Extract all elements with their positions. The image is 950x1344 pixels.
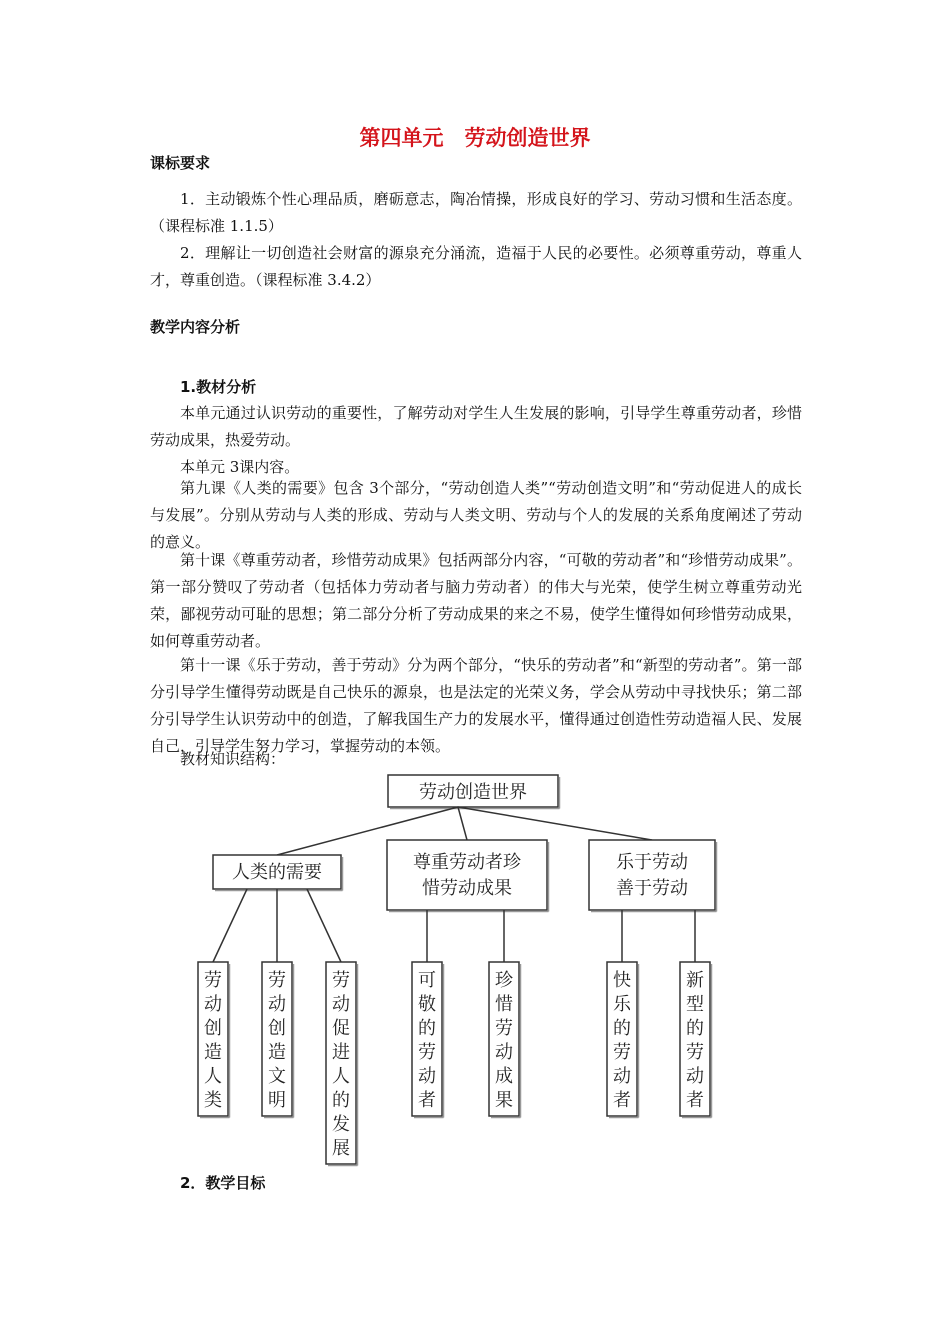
- requirement-item-2: 2．理解让一切创造社会财富的源泉充分涌流，造福于人民的必要性。必须尊重劳动，尊重人才，尊重创造。（课程标准 3.4.2）: [150, 244, 802, 289]
- diagram-leaf-char: 新: [686, 970, 704, 991]
- diagram-leaf-char: 果: [495, 1090, 513, 1111]
- diagram-leaf-char: 惜: [495, 994, 513, 1015]
- connector-line: [458, 807, 652, 840]
- paragraph-count: 本单元 3课内容。: [180, 458, 300, 476]
- diagram-leaf-char: 动: [613, 1066, 631, 1087]
- connector-line: [213, 889, 247, 962]
- diagram-branch-box: [589, 840, 715, 910]
- diagram-leaf-char: 敬: [418, 994, 436, 1015]
- connector-line: [307, 889, 341, 962]
- diagram-leaf-char: 进: [332, 1042, 350, 1063]
- diagram-leaf-char: 型: [686, 994, 704, 1015]
- diagram-leaf-char: 促: [332, 1018, 350, 1039]
- diagram-leaf-char: 文: [268, 1066, 286, 1087]
- diagram-leaf-char: 劳: [332, 970, 350, 991]
- diagram-leaf-char: 珍: [495, 970, 513, 991]
- requirements-heading: 课标要求: [150, 154, 211, 172]
- diagram-leaf-char: 动: [332, 994, 350, 1015]
- diagram-leaf-char: 创: [268, 1018, 286, 1039]
- diagram-branch-label: 乐于劳动: [616, 852, 688, 873]
- diagram-leaf-char: 者: [686, 1090, 704, 1111]
- diagram-leaf-char: 动: [495, 1042, 513, 1063]
- diagram-leaf-char: 动: [418, 1066, 436, 1087]
- diagram-leaf-char: 劳: [418, 1042, 436, 1063]
- diagram-leaf-char: 的: [418, 1018, 436, 1039]
- requirement-item-1: 1．主动锻炼个性心理品质，磨砺意志，陶冶情操，形成良好的学习、劳动习惯和生活态度。（课程标准 1.1.5）: [150, 190, 802, 235]
- diagram-leaf-char: 创: [204, 1018, 222, 1039]
- diagram-leaf-char: 者: [613, 1090, 631, 1111]
- diagram-leaf-char: 动: [686, 1066, 704, 1087]
- diagram-leaf-char: 动: [204, 994, 222, 1015]
- diagram-leaf-char: 造: [204, 1042, 222, 1063]
- diagram-branch-label: 尊重劳动者珍: [413, 852, 521, 873]
- diagram-branch-label: 惜劳动成果: [422, 878, 512, 899]
- diagram-leaf-char: 的: [332, 1090, 350, 1111]
- diagram-leaf-char: 的: [613, 1018, 631, 1039]
- diagram-root-label: 劳动创造世界: [419, 782, 527, 803]
- diagram-leaf-char: 乐: [613, 994, 631, 1015]
- paragraph-structure-label: 教材知识结构：: [180, 750, 286, 768]
- diagram-leaf-char: 类: [204, 1090, 222, 1111]
- subheading-textbook-analysis: 1.教材分析: [180, 378, 257, 396]
- diagram-leaf-char: 快: [613, 970, 631, 991]
- diagram-leaf-char: 劳: [268, 970, 286, 991]
- subheading-teaching-goals: 2．教学目标: [180, 1174, 266, 1192]
- diagram-leaf-char: 者: [418, 1090, 436, 1111]
- paragraph-lesson-9: 第九课《人类的需要》包含 3个部分，“劳动创造人类”“劳动创造文明”和“劳动促进人的成长与发展”。分别从劳动与人类的形成、劳动与人类文明、劳动与个人的发展的关系角度阐述了劳动的意义。: [150, 479, 802, 551]
- diagram-branch-label: 人类的需要: [232, 862, 322, 883]
- diagram-leaf-char: 劳: [613, 1042, 631, 1063]
- connector-line: [458, 807, 467, 840]
- diagram-leaf-char: 劳: [686, 1042, 704, 1063]
- diagram-leaf-char: 人: [204, 1066, 222, 1087]
- analysis-heading: 教学内容分析: [150, 318, 241, 336]
- diagram-leaf-char: 人: [332, 1066, 350, 1087]
- paragraph-lesson-11: 第十一课《乐于劳动，善于劳动》分为两个部分，“快乐的劳动者”和“新型的劳动者”。第一部分引导学生懂得劳动既是自己快乐的源泉，也是法定的光荣义务，学会从劳动中寻找快乐；第二部分引导学生认识劳动中的创造，了解我国生产力的发展水平，懂得通过创造性劳动造福人民、发展自己，引导学生努力学习，掌握劳动的本领。: [150, 656, 802, 755]
- diagram-leaf-char: 成: [495, 1066, 513, 1087]
- document-title: 第四单元 劳动创造世界: [359, 126, 591, 150]
- diagram-branch-label: 善于劳动: [616, 878, 688, 899]
- diagram-leaf-char: 劳: [495, 1018, 513, 1039]
- diagram-leaf-char: 可: [418, 970, 436, 991]
- diagram-leaf-char: 造: [268, 1042, 286, 1063]
- paragraph-intro: 本单元通过认识劳动的重要性，了解劳动对学生人生发展的影响，引导学生尊重劳动者，珍惜劳动成果，热爱劳动。: [150, 404, 802, 449]
- diagram-leaf-char: 展: [332, 1138, 350, 1159]
- diagram-leaf-char: 的: [686, 1018, 704, 1039]
- diagram-branch-box: [387, 840, 547, 910]
- diagram-leaf-char: 发: [332, 1114, 350, 1135]
- diagram-leaf-char: 动: [268, 994, 286, 1015]
- diagram-leaf-char: 明: [268, 1090, 286, 1111]
- paragraph-lesson-10: 第十课《尊重劳动者，珍惜劳动成果》包括两部分内容，“可敬的劳动者”和“珍惜劳动成果”。第一部分赞叹了劳动者（包括体力劳动者与脑力劳动者）的伟大与光荣，使学生树立尊重劳动光荣，鄙视劳动可耻的思想；第二部分分析了劳动成果的来之不易，使学生懂得如何珍惜劳动成果，如何尊重劳动者。: [150, 551, 802, 650]
- diagram-leaf-char: 劳: [204, 970, 222, 991]
